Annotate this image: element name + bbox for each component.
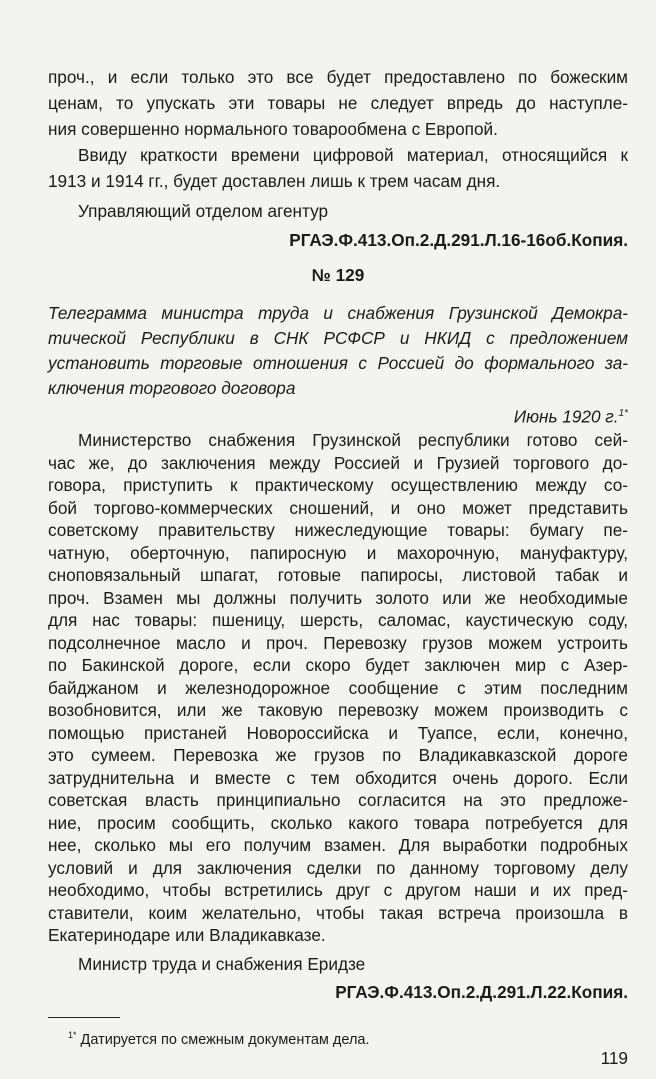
footnote-text: Датируется по смежным документам дела. [80, 1031, 370, 1048]
text-line: по Бакинской дороге, если скоро будет заключен мир с Азер- [48, 655, 628, 675]
date-text: Июнь 1920 г. [513, 406, 619, 427]
text-line: советская власть принципиально согласится на это предложе- [48, 790, 628, 810]
footnote-mark: 1* [68, 1030, 77, 1040]
text-line: подсолнечное масло и проч. Перевозку грузов можем устроить [48, 632, 628, 653]
text-line: советскому правительству нижеследующие товары: бумагу пе- [48, 520, 628, 540]
archive-reference: РГАЭ.Ф.413.Оп.2.Д.291.Л.22.Копия. [335, 982, 628, 1002]
text-line: проч. Взамен мы должны получить золото или же необходимые [48, 587, 628, 608]
document-title-line: ключения торгового договора [48, 378, 296, 398]
text-line: Ввиду краткости времени цифровой материал, относящийся к [78, 145, 628, 165]
archive-reference: РГАЭ.Ф.413.Оп.2.Д.291.Л.16-16об.Копия. [289, 230, 628, 250]
text-line: проч., и если только это все будет предоставлено по божеским [48, 67, 628, 87]
text-line: условий и для заключения сделки по данному торговому делу [48, 857, 628, 878]
text-line: нее, сколько мы его получим взамен. Для выработки подробных [48, 835, 628, 855]
document-title-line: установить торговые отношения с Россией до формального за- [48, 353, 628, 373]
text-line: байджаном и железнодорожное сообщение с этим последним [48, 677, 628, 698]
text-line: час же, до заключения между Россией и Грузией торгового до- [48, 452, 628, 473]
text-line: это сумеем. Перевозка же грузов по Владикавказской дороге [48, 745, 628, 765]
text-line: затруднительна и вместе с тем обходится очень дорого. Если [48, 767, 628, 788]
document-title-line: Телеграмма министра труда и снабжения Грузинской Демокра- [48, 303, 628, 323]
text-line: ния совершенно нормального товарообмена с Европой. [48, 119, 498, 139]
text-line: ставители, коим желательно, чтобы такая встреча произошла в [48, 902, 628, 923]
text-line: бой торгово-коммерческих сношений, и оно может представить [48, 497, 628, 518]
document-date [48, 403, 628, 428]
text-line: сноповязальный шпагат, готовые папиросы, листовой табак и [48, 565, 628, 585]
text-line: необходимо, чтобы встретились друг с другом наши и их пред- [48, 880, 628, 900]
text-line: Екатеринодаре или Владикавказе. [48, 925, 326, 945]
text-line: ние, просим сообщить, сколько какого товара потребуется для [48, 812, 628, 833]
text-line: ценам, то упускать эти товары не следует впредь до наступле- [48, 93, 628, 113]
text-line: чатную, оберточную, папиросную и махорочную, мануфактуру, [48, 542, 628, 563]
text-line: Министерство снабжения Грузинской республики готово сей- [78, 430, 628, 450]
document-title-line: тической Республики в СНК РСФСР и НКИД с предложением [48, 328, 628, 348]
footnote-divider [48, 1017, 120, 1018]
text-line: 1913 и 1914 гг., будет доставлен лишь к трем часам дня. [48, 171, 501, 191]
footnote-mark: 1* [618, 408, 628, 419]
page-number: 119 [600, 1048, 628, 1068]
document-number: № 129 [311, 265, 365, 285]
text-line: говора, приступить к практическому осуществлению между со- [48, 475, 628, 495]
signature: Министр труда и снабжения Еридзе [78, 954, 366, 974]
text-line: помощью пристаней Новороссийска и Туапсе, если, конечно, [48, 722, 628, 743]
text-line: возобновится, или же таковую перевозку можем производить с [48, 700, 628, 720]
text-line: для нас товары: пшеницу, шерсть, саломас, каустическую соду, [48, 610, 628, 630]
signature: Управляющий отделом агентур [78, 201, 329, 221]
